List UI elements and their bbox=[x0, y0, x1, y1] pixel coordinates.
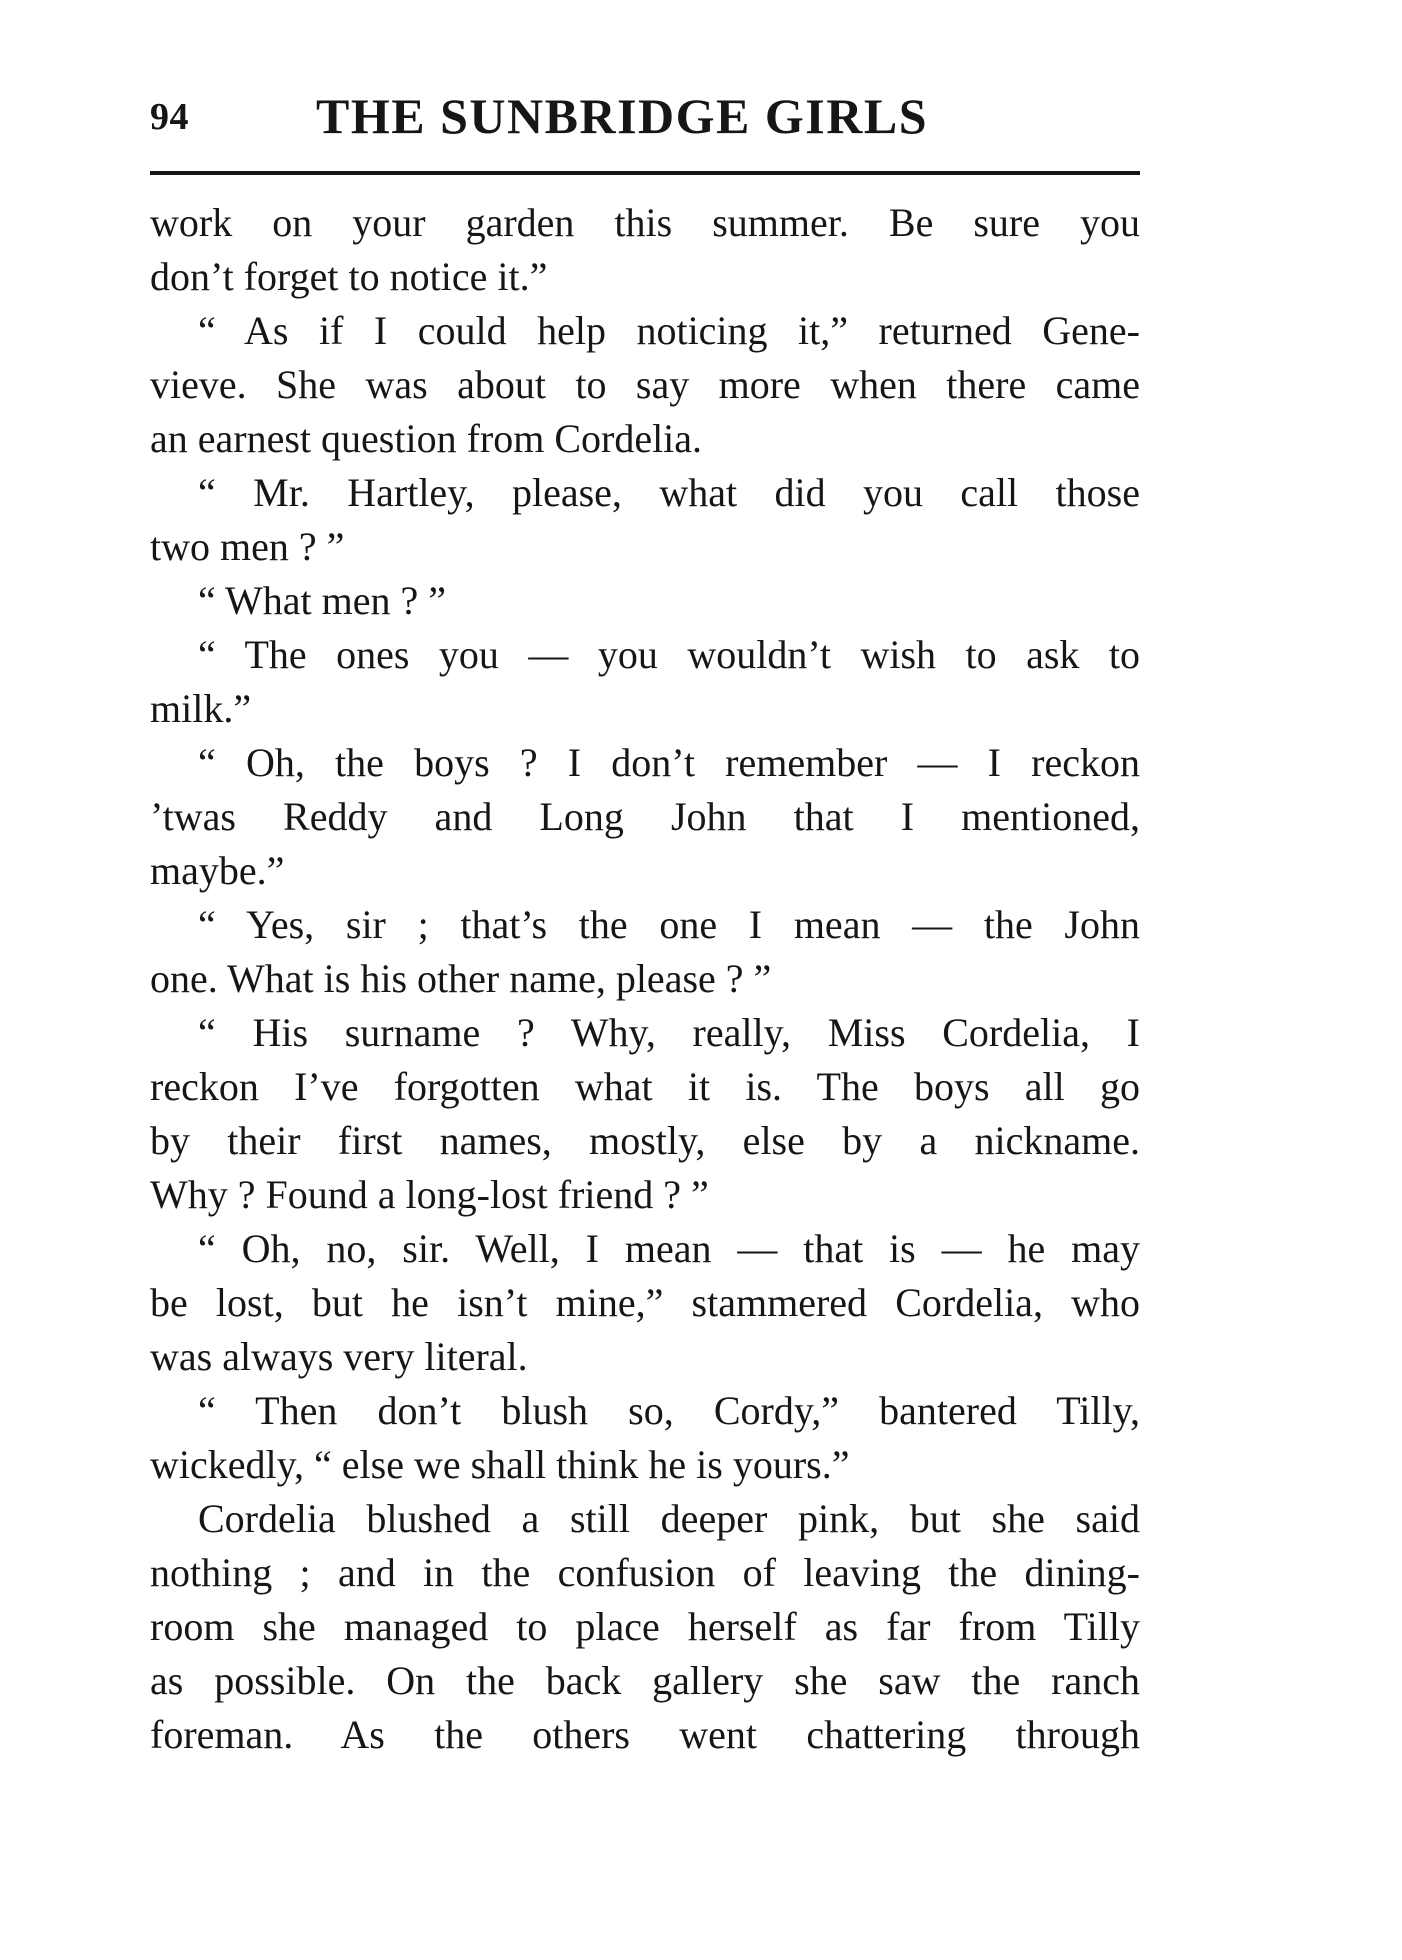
page-header bbox=[150, 90, 1140, 160]
text-line: as possible. On the back gallery she saw the ranch bbox=[150, 1658, 1140, 1703]
text-line: an earnest question from Cordelia. bbox=[150, 416, 703, 461]
running-title: THE SUNBRIDGE GIRLS bbox=[316, 88, 928, 144]
text-line: “ His surname ? Why, really, Miss Cordelia, I bbox=[198, 1010, 1140, 1055]
text-line: ’twas Reddy and Long John that I mentioned, bbox=[150, 794, 1140, 839]
text-line: “ Yes, sir ; that’s the one I mean — the John bbox=[198, 902, 1140, 947]
text-line: was always very literal. bbox=[150, 1334, 528, 1379]
text-line: Why ? Found a long-lost friend ? ” bbox=[150, 1172, 709, 1217]
text-line: foreman. As the others went chattering through bbox=[150, 1712, 1140, 1757]
text-line: work on your garden this summer. Be sure you bbox=[150, 200, 1140, 245]
text-line: “ Oh, no, sir. Well, I mean — that is — he may bbox=[198, 1226, 1140, 1271]
text-line: don’t forget to notice it.” bbox=[150, 254, 548, 299]
text-line: “ Then don’t blush so, Cordy,” bantered Tilly, bbox=[198, 1388, 1140, 1433]
text-line: reckon I’ve forgotten what it is. The boys all go bbox=[150, 1064, 1140, 1109]
text-line: wickedly, “ else we shall think he is yours.” bbox=[150, 1442, 850, 1487]
text-line: maybe.” bbox=[150, 848, 285, 893]
text-line: “ As if I could help noticing it,” returned Gene- bbox=[198, 308, 1140, 353]
page-number: 94 bbox=[150, 96, 189, 138]
body-text bbox=[150, 196, 1140, 1762]
text-line: one. What is his other name, please ? ” bbox=[150, 956, 772, 1001]
text-line: two men ? ” bbox=[150, 524, 345, 569]
text-line: “ The ones you — you wouldn’t wish to ask to bbox=[198, 632, 1140, 677]
text-line: “ Mr. Hartley, please, what did you call those bbox=[198, 470, 1140, 515]
text-line: milk.” bbox=[150, 686, 252, 731]
text-line: “ What men ? ” bbox=[198, 578, 447, 623]
header-rule bbox=[150, 171, 1140, 175]
text-line: vieve. She was about to say more when there came bbox=[150, 362, 1140, 407]
text-line: nothing ; and in the confusion of leaving the dining- bbox=[150, 1550, 1140, 1595]
text-line: Cordelia blushed a still deeper pink, but she said bbox=[198, 1496, 1140, 1541]
text-line: be lost, but he isn’t mine,” stammered Cordelia, who bbox=[150, 1280, 1140, 1325]
text-line: room she managed to place herself as far from Tilly bbox=[150, 1604, 1140, 1649]
text-line: “ Oh, the boys ? I don’t remember — I reckon bbox=[198, 740, 1140, 785]
text-line: by their first names, mostly, else by a nickname. bbox=[150, 1118, 1140, 1163]
